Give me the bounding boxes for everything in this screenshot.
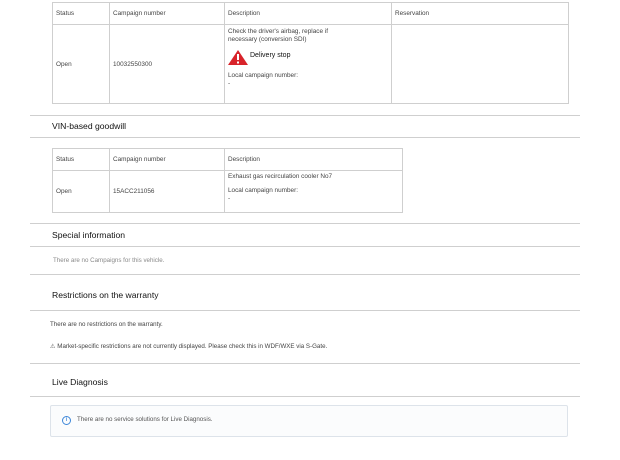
col-description: Description [225,3,392,25]
col-description: Description [225,149,403,171]
delivery-stop-label: Delivery stop [250,52,291,59]
live-diagnosis-info-box [50,405,568,437]
row-status: Open [53,25,110,104]
local-campaign-value: - [228,195,231,202]
section-title-live-diagnosis: Live Diagnosis [52,377,108,387]
row-status: Open [53,171,110,213]
campaign-table [52,2,569,104]
description-line-2: necessary (conversion SDI) [228,36,307,43]
section-title-special: Special information [52,230,126,240]
divider [30,274,580,275]
warning-triangle-icon [228,50,248,65]
description-line-1: Check the driver's airbag, replace if [228,28,328,35]
local-campaign-label: Local campaign number: [228,72,298,79]
row-campaign-number: 10032550300 [110,25,225,104]
warning-icon: ⚠ [50,343,56,350]
col-campaign-number: Campaign number [110,149,225,171]
col-status: Status [53,3,110,25]
restrictions-text: There are no restrictions on the warranty. [50,321,163,328]
live-diagnosis-info-text: There are no service solutions for Live Diagnosis. [77,416,213,423]
section-title-restrictions: Restrictions on the warranty [52,290,159,300]
table-row [53,25,569,104]
restrictions-note-text: Market-specific restrictions are not currently displayed. Please check this in WDF/WXE via S-Gate. [57,343,328,350]
row-description [225,171,403,213]
row-description [225,25,392,104]
row-campaign-number: 15ACC211056 [110,171,225,213]
col-reservation: Reservation [392,3,569,25]
col-campaign-number: Campaign number [110,3,225,25]
info-icon: i [62,416,71,425]
campaign-table-header [53,3,569,25]
goodwill-table [52,148,403,213]
delivery-stop-warning [228,50,388,64]
restrictions-note [50,343,327,350]
local-campaign-value: - [228,80,231,87]
description-line: Exhaust gas recirculation cooler No7 [228,173,333,180]
special-info-text: There are no Campaigns for this vehicle. [53,257,165,264]
divider [30,115,580,116]
local-campaign-label: Local campaign number: [228,187,298,194]
divider [30,310,580,311]
divider [30,396,580,397]
goodwill-table-header [53,149,403,171]
divider [30,223,580,224]
table-row [53,171,403,213]
divider [30,246,580,247]
section-title-goodwill: VIN-based goodwill [52,121,127,131]
col-status: Status [53,149,110,171]
divider [30,137,580,138]
divider [30,363,580,364]
row-reservation [392,25,569,104]
